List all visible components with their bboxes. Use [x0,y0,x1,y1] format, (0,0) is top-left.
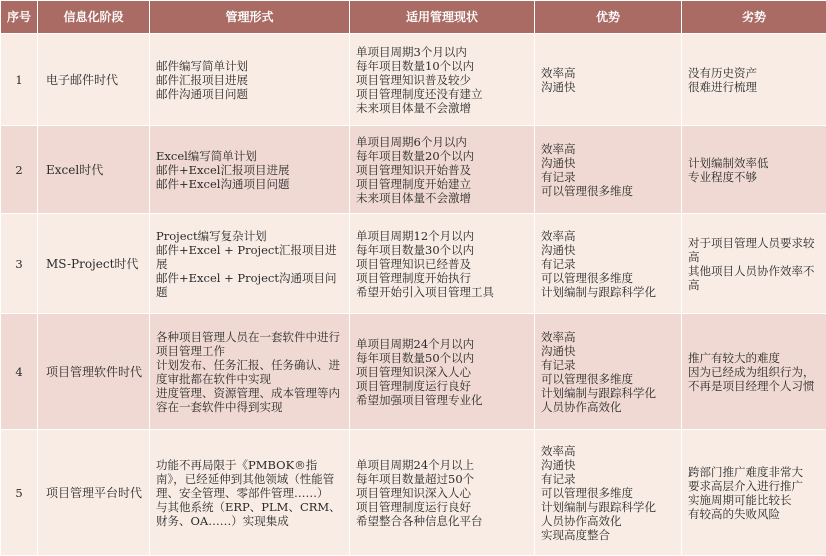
table-row [1,314,826,430]
row-conditions [350,34,535,126]
row-seq: 2 [1,126,38,214]
row-advantages-line: 有记录 [541,472,675,486]
table-row [1,34,826,126]
row-form-line: 进度管理、资源管理、成本管理等内容在一套软件中得到实现 [156,386,343,414]
row-disadvantages-line: 有较高的失败风险 [688,507,820,521]
row-stage: 项目管理平台时代 [38,430,150,556]
row-form [150,214,350,314]
row-conditions-line: 项目管理制度开始执行 [356,271,528,285]
row-advantages-line: 人员协作高效化 [541,514,675,528]
row-form-line: 邮件+Excel + Project沟通项目问题 [156,271,343,299]
row-seq: 4 [1,314,38,430]
row-conditions-line: 单项目周期24个月以内 [356,337,528,351]
header-conditions: 适用管理现状 [350,1,535,34]
row-stage: 电子邮件时代 [38,34,150,126]
row-conditions-line: 未来项目体量不会激增 [356,191,528,205]
row-disadvantages-line: 很难进行梳理 [688,80,820,94]
row-conditions-line: 项目管理制度开始建立 [356,177,528,191]
row-advantages-line: 计划编制与跟踪科学化 [541,500,675,514]
row-form-line: 邮件汇报项目进展 [156,73,343,87]
row-advantages-line: 沟通快 [541,156,675,170]
row-conditions-line: 每年项目数量50个以内 [356,351,528,365]
header-disadvantages: 劣势 [682,1,826,34]
table-row [1,126,826,214]
row-advantages-line: 可以管理很多维度 [541,372,675,386]
row-form-line: 邮件编写简单计划 [156,59,343,73]
table-row [1,430,826,556]
row-disadvantages [682,214,826,314]
row-seq: 5 [1,430,38,556]
row-form-line: 邮件+Excel沟通项目问题 [156,177,343,191]
row-disadvantages-line: 对于项目管理人员要求较高 [688,236,820,264]
row-advantages-line: 沟通快 [541,243,675,257]
row-conditions-line: 单项目周期3个月以内 [356,45,528,59]
row-form-line: 邮件沟通项目问题 [156,87,343,101]
row-disadvantages [682,314,826,430]
row-disadvantages-line: 要求高层介入进行推广 [688,479,820,493]
row-advantages-line: 效率高 [541,444,675,458]
row-form-line: 邮件+Excel汇报项目进展 [156,163,343,177]
row-conditions-line: 项目管理知识开始普及 [356,163,528,177]
row-conditions-line: 项目管理制度运行良好 [356,379,528,393]
row-conditions-line: 希望整合各种信息化平台 [356,514,528,528]
row-advantages [535,214,682,314]
row-form [150,34,350,126]
row-disadvantages-line: 实施周期可能比较长 [688,493,820,507]
row-stage: 项目管理软件时代 [38,314,150,430]
row-advantages [535,34,682,126]
row-advantages-line: 计划编制与跟踪科学化 [541,386,675,400]
header-stage: 信息化阶段 [38,1,150,34]
row-conditions-line: 项目管理知识普及较少 [356,73,528,87]
row-stage: Excel时代 [38,126,150,214]
row-advantages-line: 效率高 [541,66,675,80]
row-disadvantages [682,430,826,556]
row-conditions-line: 每年项目数量20个以内 [356,149,528,163]
row-advantages-line: 效率高 [541,330,675,344]
row-disadvantages-line: 其他项目人员协作效率不高 [688,264,820,292]
row-conditions-line: 希望开始引入项目管理工具 [356,285,528,299]
row-advantages-line: 效率高 [541,229,675,243]
row-advantages [535,430,682,556]
row-stage: MS-Project时代 [38,214,150,314]
row-form-line: 与其他系统（ERP、PLM、CRM、财务、OA……）实现集成 [156,500,343,528]
header-advantages: 优势 [535,1,682,34]
row-disadvantages-line: 专业程度不够 [688,170,820,184]
row-form [150,126,350,214]
row-seq: 1 [1,34,38,126]
row-conditions [350,214,535,314]
row-disadvantages-line: 跨部门推广难度非常大 [688,465,820,479]
row-conditions-line: 每年项目数量30个以内 [356,243,528,257]
row-disadvantages-line: 没有历史资产 [688,66,820,80]
header-form: 管理形式 [150,1,350,34]
row-conditions-line: 单项目周期24个月以上 [356,458,528,472]
row-disadvantages-line: 推广有较大的难度 [688,351,820,365]
row-conditions [350,126,535,214]
row-advantages-line: 可以管理很多维度 [541,271,675,285]
row-form-line: 计划发布、任务汇报、任务确认、进度审批都在软件中实现 [156,358,343,386]
header-seq: 序号 [1,1,38,34]
row-advantages-line: 有记录 [541,257,675,271]
row-form-line: 邮件+Excel + Project汇报项目进展 [156,243,343,271]
row-advantages-line: 可以管理很多维度 [541,486,675,500]
row-form [150,314,350,430]
row-advantages-line: 沟通快 [541,458,675,472]
row-advantages [535,126,682,214]
row-advantages-line: 人员协作高效化 [541,400,675,414]
row-seq: 3 [1,214,38,314]
row-form-line: 各种项目管理人员在一套软件中进行项目管理工作 [156,330,343,358]
row-disadvantages-line: 计划编制效率低 [688,156,820,170]
header-row [1,1,826,34]
row-advantages-line: 效率高 [541,142,675,156]
row-advantages-line: 沟通快 [541,344,675,358]
row-conditions-line: 每年项目数量10个以内 [356,59,528,73]
row-conditions-line: 单项目周期6个月以内 [356,135,528,149]
row-conditions-line: 项目管理知识已经普及 [356,257,528,271]
row-advantages-line: 有记录 [541,170,675,184]
row-form [150,430,350,556]
row-disadvantages [682,34,826,126]
row-conditions-line: 项目管理知识深入人心 [356,486,528,500]
row-form-line: 功能不再局限于《PMBOK®指南》，已经延伸到其他领域（性能管理、安全管理、零部件管理……） [156,458,343,500]
row-advantages-line: 计划编制与跟踪科学化 [541,285,675,299]
row-advantages-line: 有记录 [541,358,675,372]
row-conditions-line: 项目管理制度运行良好 [356,500,528,514]
row-conditions [350,314,535,430]
row-disadvantages-line: 因为已经成为组织行为，不再是项目经理个人习惯 [688,365,820,393]
row-form-line: Project编写复杂计划 [156,229,343,243]
row-conditions-line: 项目管理知识深入人心 [356,365,528,379]
row-advantages-line: 沟通快 [541,80,675,94]
row-conditions-line: 每年项目数量超过50个 [356,472,528,486]
row-form-line: Excel编写简单计划 [156,149,343,163]
row-conditions [350,430,535,556]
row-disadvantages [682,126,826,214]
row-advantages-line: 可以管理很多维度 [541,184,675,198]
row-conditions-line: 未来项目体量不会激增 [356,101,528,115]
row-conditions-line: 项目管理制度还没有建立 [356,87,528,101]
row-conditions-line: 希望加强项目管理专业化 [356,393,528,407]
table-row [1,214,826,314]
row-advantages [535,314,682,430]
row-conditions-line: 单项目周期12个月以内 [356,229,528,243]
row-advantages-line: 实现高度整合 [541,528,675,542]
